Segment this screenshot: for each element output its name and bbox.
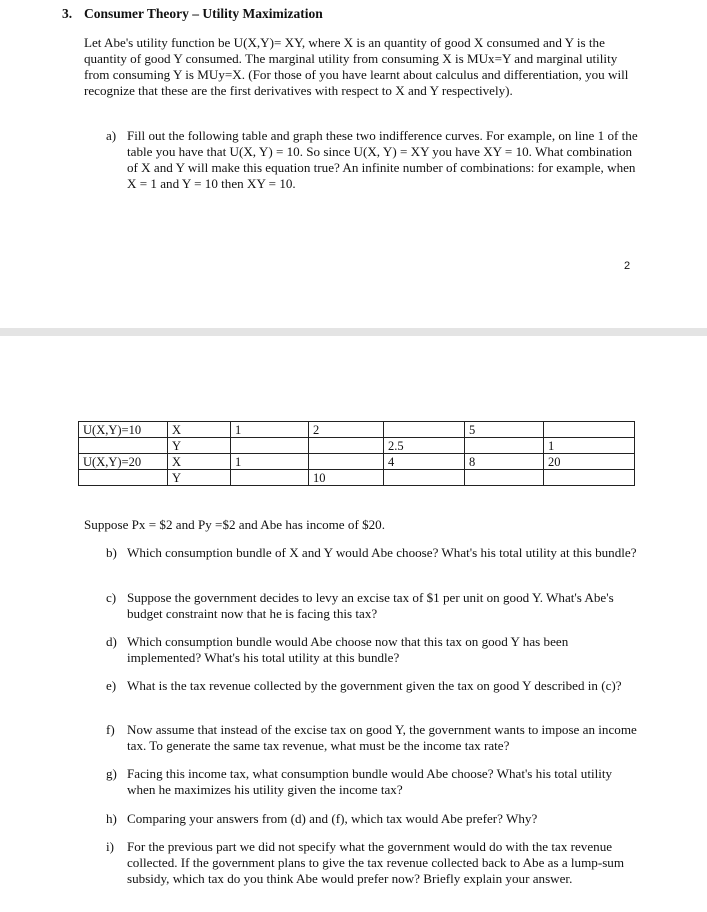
table-row	[79, 470, 635, 486]
question-b	[106, 545, 642, 561]
indifference-table	[78, 421, 635, 486]
page-separator	[0, 328, 707, 336]
question-label: e)	[106, 678, 117, 693]
table-cell: 10	[309, 470, 384, 486]
question-label: g)	[106, 766, 117, 781]
question-label: b)	[106, 545, 117, 560]
question-label: i)	[106, 839, 114, 854]
table-cell: U(X,Y)=10	[79, 422, 168, 438]
table-cell	[384, 470, 465, 486]
question-text: Now assume that instead of the excise tax on good Y, the government wants to impose an income tax. To generate the same tax revenue, what must be the income tax rate?	[127, 722, 637, 753]
question-text: Which consumption bundle of X and Y would Abe choose? What's his total utility at this bundle?	[127, 545, 637, 560]
table-cell	[465, 438, 544, 454]
table-cell: Y	[168, 438, 231, 454]
section-title: Consumer Theory – Utility Maximization	[84, 6, 323, 21]
table-row	[79, 454, 635, 470]
question-a	[106, 128, 646, 192]
table-cell	[79, 470, 168, 486]
question-label: c)	[106, 590, 117, 605]
question-g	[106, 766, 642, 798]
table-cell	[79, 438, 168, 454]
table-row	[79, 422, 635, 438]
table-cell: Y	[168, 470, 231, 486]
intro-paragraph: Let Abe's utility function be U(X,Y)= XY, where X is an quantity of good X consumed and Y is the quantity of good Y consumed. The marginal utility from consuming X is MUx=Y and marginal utility from consuming Y is MUy=X. (For those of you have learnt about calculus and differentiation, you will recognize that these are the first derivatives with respect to X and Y respectively).	[84, 35, 629, 98]
table-cell	[309, 454, 384, 470]
question-text: For the previous part we did not specify what the government would do with the tax revenue collected. If the government plans to give the tax revenue collected back to Abe as a lump-sum subsidy, which tax do you think Abe would prefer now? Briefly explain your answer.	[127, 839, 625, 886]
table-cell: U(X,Y)=20	[79, 454, 168, 470]
table-cell: 1	[231, 422, 309, 438]
table-cell: X	[168, 454, 231, 470]
section-heading	[62, 6, 323, 22]
table-cell: 2	[309, 422, 384, 438]
table-cell: 1	[231, 454, 309, 470]
question-d	[106, 634, 642, 666]
table-cell	[544, 422, 635, 438]
table-cell: X	[168, 422, 231, 438]
section-number: 3.	[62, 6, 73, 21]
table-cell	[231, 438, 309, 454]
table-cell	[309, 438, 384, 454]
question-label: h)	[106, 811, 117, 826]
table-cell: 1	[544, 438, 635, 454]
table-cell	[231, 470, 309, 486]
question-h	[106, 811, 642, 827]
question-text: Suppose the government decides to levy an excise tax of $1 per unit on good Y. What's Abe's budget constraint now that he is facing this tax?	[127, 590, 614, 621]
table-cell: 20	[544, 454, 635, 470]
question-e	[106, 678, 642, 694]
question-text: What is the tax revenue collected by the government given the tax on good Y described in (c)?	[127, 678, 622, 693]
question-c	[106, 590, 642, 622]
table-cell	[544, 470, 635, 486]
question-a-label: a)	[106, 128, 117, 143]
table-cell: 2.5	[384, 438, 465, 454]
question-label: d)	[106, 634, 117, 649]
table-cell: 8	[465, 454, 544, 470]
question-text: Facing this income tax, what consumption bundle would Abe choose? What's his total utility when he maximizes his utility given the income tax?	[127, 766, 613, 797]
suppose-statement: Suppose Px = $2 and Py =$2 and Abe has income of $20.	[84, 517, 385, 532]
table-cell	[465, 470, 544, 486]
question-text: Comparing your answers from (d) and (f), which tax would Abe prefer? Why?	[127, 811, 538, 826]
question-label: f)	[106, 722, 115, 737]
table-cell: 5	[465, 422, 544, 438]
question-text: Which consumption bundle would Abe choose now that this tax on good Y has been implemented? What's his total utility at this bundle?	[127, 634, 569, 665]
page-number: 2	[624, 260, 631, 272]
question-a-text: Fill out the following table and graph these two indifference curves. For example, on line 1 of the table you have that U(X, Y) = 10. So since U(X, Y) = XY you have XY = 10. What combination of X and Y will make this equation true? An infinite number of combinations: for example, when X = 1 and Y = 10 then XY = 10.	[127, 128, 638, 191]
table-row	[79, 438, 635, 454]
question-i	[106, 839, 642, 887]
question-f	[106, 722, 642, 754]
table-cell	[384, 422, 465, 438]
table-cell: 4	[384, 454, 465, 470]
